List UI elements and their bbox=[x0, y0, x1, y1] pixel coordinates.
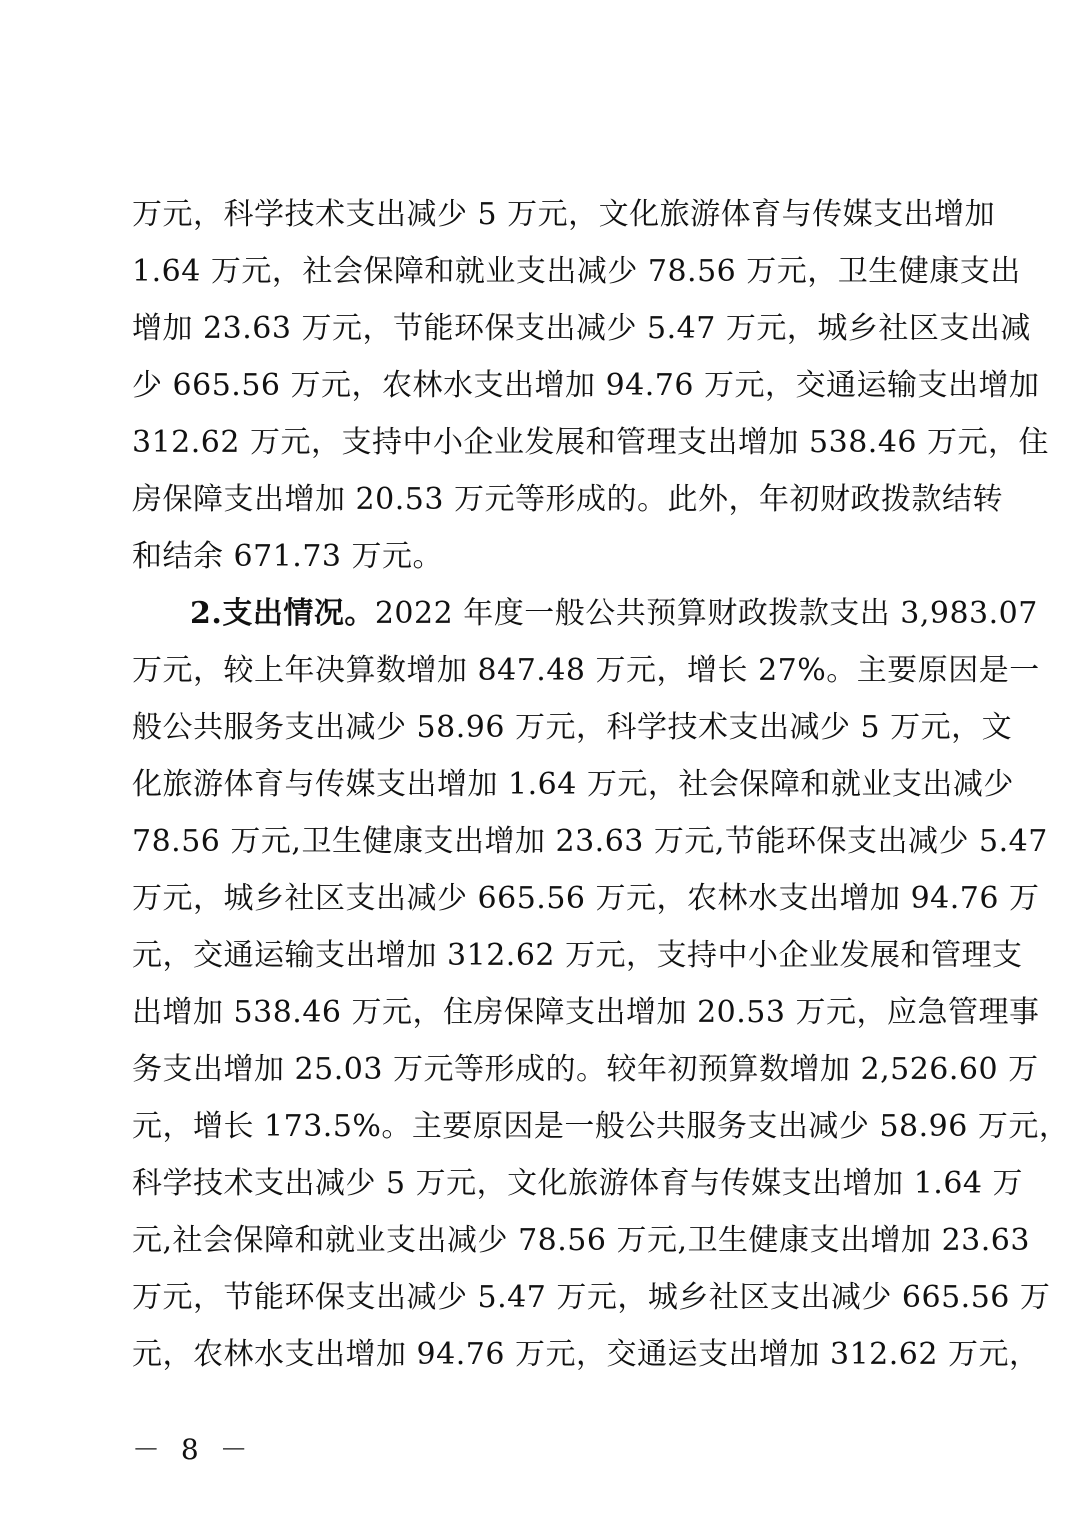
text-line: 科学技术支出减少 5 万元，文化旅游体育与传媒支出增加 1.64 万 bbox=[132, 1166, 1024, 1201]
text-line: 元，交通运输支出增加 312.62 万元，支持中小企业发展和管理支 bbox=[132, 938, 1023, 973]
text-line: 万元，城乡社区支出减少 665.56 万元，农林水支出增加 94.76 万 bbox=[132, 881, 1040, 916]
paragraph-2 bbox=[132, 585, 1070, 1383]
text-line: 万元，节能环保支出减少 5.47 万元，城乡社区支出减少 665.56 万 bbox=[132, 1280, 1051, 1315]
text-line: 万元，较上年决算数增加 847.48 万元，增长 27%。主要原因是一 bbox=[132, 653, 1040, 688]
text-line: 务支出增加 25.03 万元等形成的。较年初预算数增加 2,526.60 万 bbox=[132, 1052, 1039, 1087]
text-line: 化旅游体育与传媒支出增加 1.64 万元，社会保障和就业支出减少 bbox=[132, 767, 1014, 802]
text-line: 元，农林水支出增加 94.76 万元，交通运支出增加 312.62 万元， bbox=[132, 1337, 1040, 1372]
text-line: 房保障支出增加 20.53 万元等形成的。此外，年初财政拨款结转 bbox=[132, 482, 1003, 517]
text-line: 和结余 671.73 万元。 bbox=[132, 539, 444, 574]
text-line bbox=[132, 585, 1038, 642]
text-line: 78.56 万元,卫生健康支出增加 23.63 万元,节能环保支出减少 5.47 bbox=[132, 824, 1048, 859]
text-line: 312.62 万元，支持中小企业发展和管理支出增加 538.46 万元，住 bbox=[132, 425, 1050, 460]
text-line: 元，增长 173.5%。主要原因是一般公共服务支出减少 58.96 万元， bbox=[132, 1109, 1070, 1144]
heading-line-text: 2022 年度一般公共预算财政拨款支出 3,983.07 bbox=[374, 596, 1038, 631]
text-line: 增加 23.63 万元，节能环保支出减少 5.47 万元，城乡社区支出减 bbox=[132, 311, 1031, 346]
text-line: 1.64 万元，社会保障和就业支出减少 78.56 万元，卫生健康支出 bbox=[132, 254, 1021, 289]
text-line: 般公共服务支出减少 58.96 万元，科学技术支出减少 5 万元，文 bbox=[132, 710, 1013, 745]
text-line: 万元，科学技术支出减少 5 万元，文化旅游体育与传媒支出增加 bbox=[132, 197, 996, 232]
body-text bbox=[132, 186, 1070, 1383]
section-heading: 2.支出情况。 bbox=[190, 596, 375, 631]
page-number: － 8 － bbox=[132, 1433, 254, 1466]
text-line: 元,社会保障和就业支出减少 78.56 万元,卫生健康支出增加 23.63 bbox=[132, 1223, 1030, 1258]
text-line: 少 665.56 万元，农林水支出增加 94.76 万元，交通运输支出增加 bbox=[132, 368, 1040, 403]
text-line: 出增加 538.46 万元，住房保障支出增加 20.53 万元，应急管理事 bbox=[132, 995, 1040, 1030]
paragraph-1 bbox=[132, 186, 1050, 585]
